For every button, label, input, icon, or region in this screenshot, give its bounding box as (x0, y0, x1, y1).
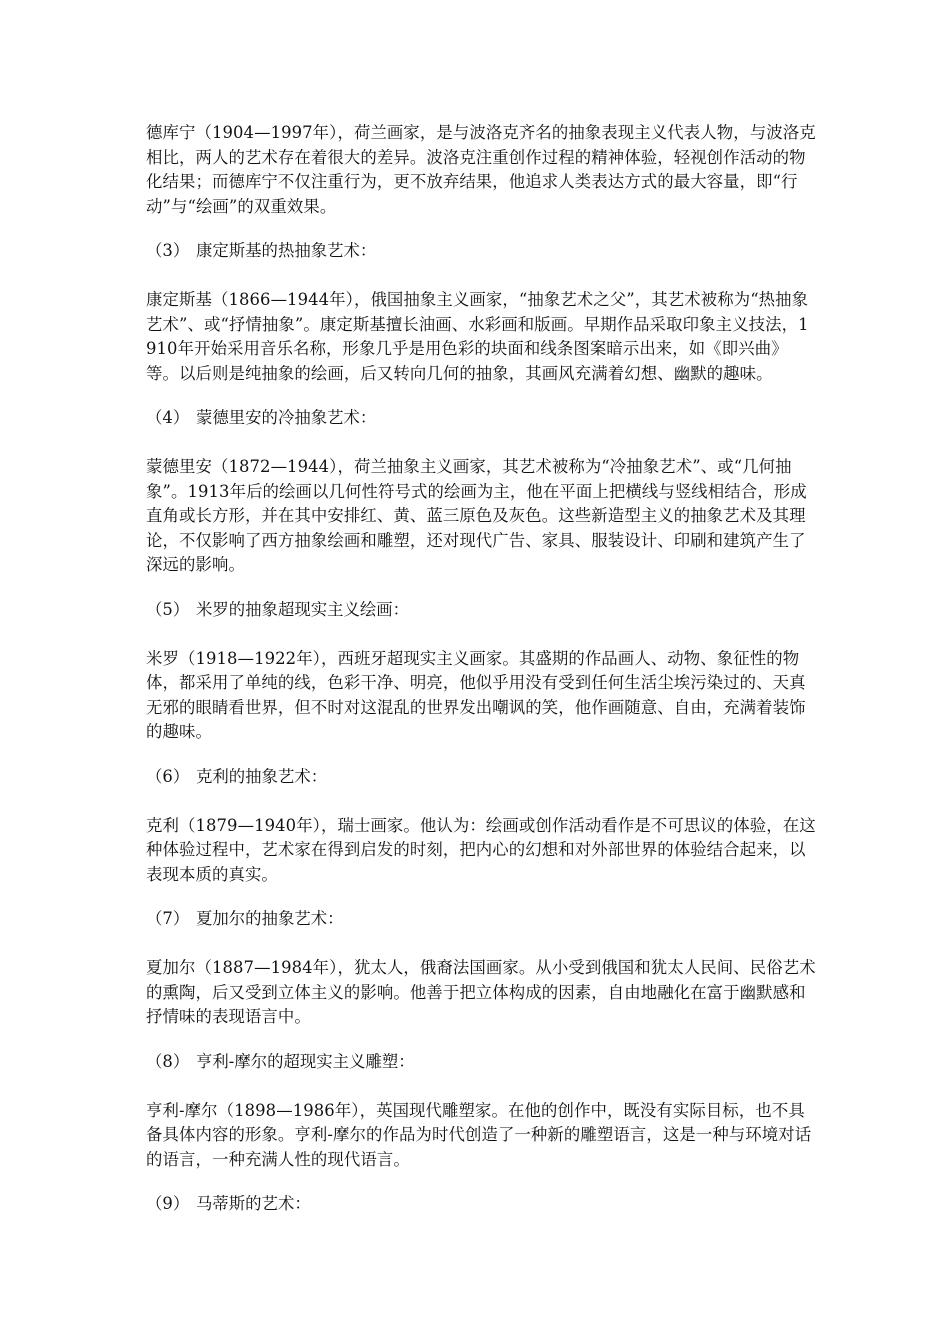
section-title: 马蒂斯的艺术： (196, 1194, 311, 1213)
section-number: （3） (146, 241, 190, 260)
paragraph-chagall: 夏加尔（1887—1984年），犹太人，俄裔法国画家。从小受到俄国和犹太人民间、民俗艺术的熏陶，后又受到立体主义的影响。他善于把立体构成的因素，自由地融化在富于幽默感和抒情味的表现语言中。 (146, 958, 816, 1026)
document-body (146, 121, 816, 1241)
section-heading-moore (146, 1050, 816, 1074)
paragraph-de-kooning: 德库宁（1904—1997年），荷兰画家，是与波洛克齐名的抽象表现主义代表人物，与波洛克相比，两人的艺术存在着很大的差异。波洛克注重创作过程的精神体验，轻视创作活动的物化结果；而德库宁不仅注重行为，更不放弃结果，他追求人类表达方式的最大容量，即“行动”与“绘画”的双重效果。 (146, 123, 816, 216)
section-heading-mondrian (146, 406, 816, 430)
section-number: （7） (146, 909, 190, 928)
section-title: 蒙德里安的冷抽象艺术： (196, 408, 377, 427)
paragraph-mondrian: 蒙德里安（1872—1944），荷兰抽象主义画家，其艺术被称为“冷抽象艺术”、或“几何抽象”。1913年后的绘画以几何性符号式的绘画为主，他在平面上把横线与竖线相结合，形成直角或长方形，并在其中安排红、黄、蓝三原色及灰色。这些新造型主义的抽象艺术及其理论，不仅影响了西方抽象绘画和雕塑，还对现代广告、家具、服装设计、印刷和建筑产生了深远的影响。 (146, 457, 807, 574)
section-heading-kandinsky (146, 239, 816, 263)
section-title: 康定斯基的热抽象艺术： (196, 241, 377, 260)
section-number: （5） (146, 599, 190, 619)
section-title: 亨利-摩尔的超现实主义雕塑： (196, 1051, 415, 1071)
section-number: （8） (146, 1051, 190, 1071)
section-title: 夏加尔的抽象艺术： (196, 909, 344, 928)
paragraph-kandinsky: 康定斯基（1866—1944年），俄国抽象主义画家，“抽象艺术之父”，其艺术被称为“热抽象艺术”、或“抒情抽象”。康定斯基擅长油画、水彩画和版画。早期作品采取印象主义技法，1910年开始采用音乐名称，形象几乎是用色彩的块面和线条图案暗示出来，如《即兴曲》等。以后则是纯抽象的绘画，后又转向几何的抽象，其画风充满着幻想、幽默的趣味。 (146, 290, 809, 383)
section-number: （4） (146, 408, 190, 427)
paragraph-miro: 米罗（1918—1922年），西班牙超现实主义画家。其盛期的作品画人、动物、象征性的物体，都采用了单纯的线，色彩干净、明亮，他似乎用没有受到任何生活尘埃污染过的、天真无邪的眼睛看世界，但不时对这混乱的世界发出嘲讽的笑，他作画随意、自由，充满着装饰的趣味。 (146, 648, 806, 741)
section-heading-klee (146, 765, 816, 789)
paragraph-moore: 亨利-摩尔（1898—1986年），英国现代雕塑家。在他的创作中，既没有实际目标，也不具备具体内容的形象。亨利-摩尔的作品为时代创造了一种新的雕塑语言，这是一种与环境对话的语言，一种充满人性的现代语言。 (146, 1100, 812, 1169)
section-heading-matisse (146, 1192, 816, 1216)
paragraph-klee: 克利（1879—1940年），瑞士画家。他认为：绘画或创作活动看作是不可思议的体验，在这种体验过程中，艺术家在得到启发的时刻，把内心的幻想和对外部世界的体验结合起来，以表现本质的真实。 (146, 815, 816, 884)
section-title: 米罗的抽象超现实主义绘画： (196, 599, 410, 619)
section-number: （6） (146, 766, 190, 786)
section-number: （9） (146, 1194, 190, 1213)
section-heading-chagall (146, 907, 816, 931)
section-heading-miro (146, 598, 816, 622)
section-title: 克利的抽象艺术： (196, 766, 328, 786)
